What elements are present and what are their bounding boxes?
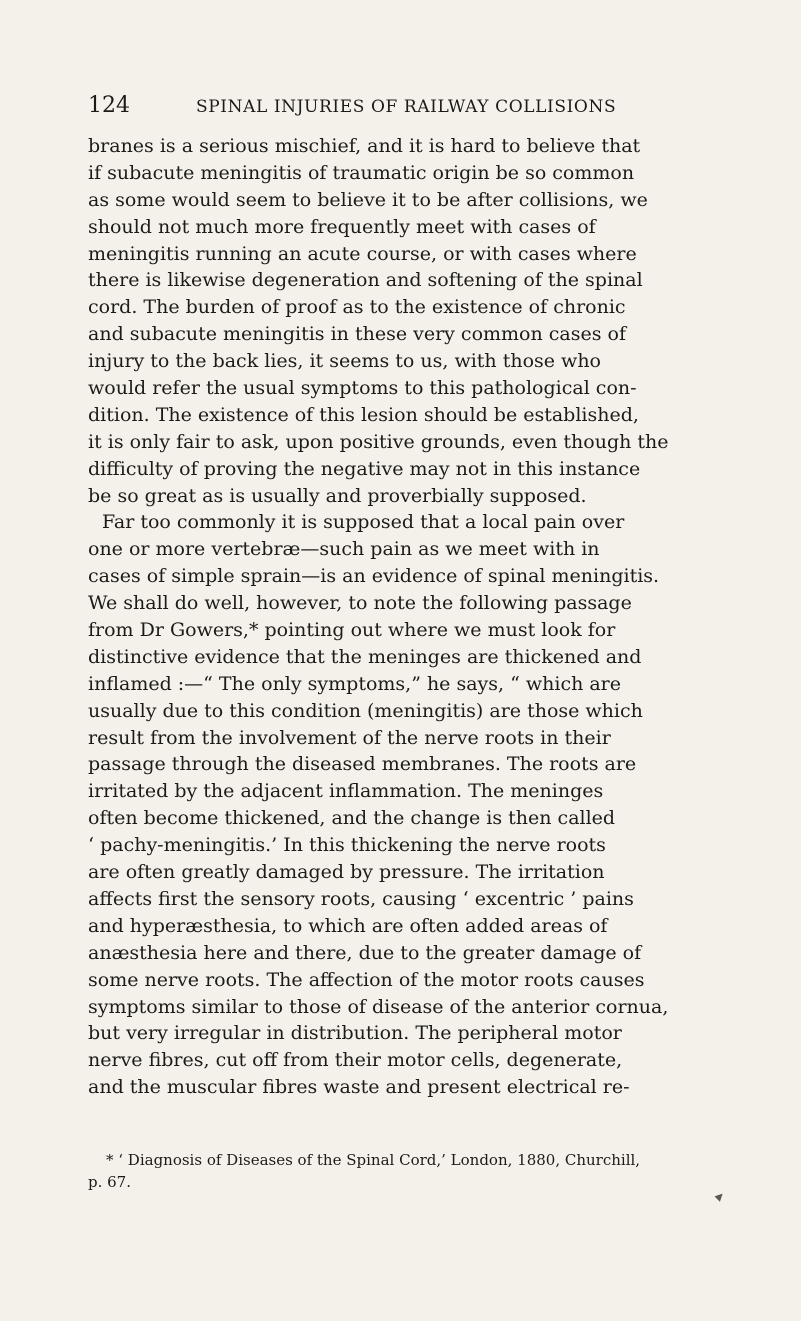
page-number: 124 bbox=[88, 93, 130, 118]
text-line: would refer the usual symptoms to this pathological con- bbox=[88, 377, 637, 400]
text-line: passage through the diseased membranes. The roots are bbox=[88, 753, 637, 776]
text-line: affects first the sensory roots, causing ‘ excentric ’ pains bbox=[88, 887, 634, 910]
text-line: if subacute meningitis of traumatic origin be so common bbox=[88, 161, 635, 184]
text-line: one or more vertebræ—such pain as we meet with in bbox=[88, 538, 600, 561]
text-line: be so great as is usually and proverbially supposed. bbox=[88, 484, 587, 507]
text-line: dition. The existence of this lesion should be established, bbox=[88, 403, 639, 426]
text-line: cord. The burden of proof as to the existence of chronic bbox=[88, 296, 626, 319]
text-line: difficulty of proving the negative may not in this instance bbox=[88, 457, 641, 480]
text-line: as some would seem to believe it to be after collisions, we bbox=[88, 188, 648, 211]
text-line: result from the involvement of the nerve roots in their bbox=[88, 726, 611, 749]
text-line: some nerve roots. The affection of the motor roots causes bbox=[88, 968, 645, 991]
text-line: irritated by the adjacent inflammation. The meninges bbox=[88, 780, 604, 803]
text-line: but very irregular in distribution. The peripheral motor bbox=[88, 1022, 622, 1045]
printer-mark-icon: ▲ bbox=[713, 1189, 727, 1204]
text-line: cases of simple sprain—is an evidence of spinal meningitis. bbox=[88, 565, 660, 588]
text-line: inflamed :—“ The only symptoms,” he says, “ which are bbox=[88, 672, 622, 695]
text-line: distinctive evidence that the meninges are thickened and bbox=[88, 645, 642, 668]
body-text bbox=[88, 133, 738, 1143]
text-line: We shall do well, however, to note the following passage bbox=[88, 592, 632, 615]
text-line: and subacute meningitis in these very common cases of bbox=[88, 323, 626, 346]
text-line: meningitis running an acute course, or with cases where bbox=[88, 242, 637, 265]
text-line: anæsthesia here and there, due to the greater damage of bbox=[88, 941, 642, 964]
text-line: are often greatly damaged by pressure. The irritation bbox=[88, 861, 605, 884]
page-header bbox=[88, 92, 738, 122]
running-title: SPINAL INJURIES OF RAILWAY COLLISIONS bbox=[196, 97, 617, 117]
text-line: ‘ pachy-meningitis.’ In this thickening the nerve roots bbox=[88, 834, 606, 857]
text-line: and hyperæsthesia, to which are often added areas of bbox=[88, 914, 608, 937]
text-line: from Dr Gowers,* pointing out where we must look for bbox=[88, 619, 616, 642]
text-line: injury to the back lies, it seems to us, with those who bbox=[88, 350, 601, 373]
text-line: symptoms similar to those of disease of the anterior cornua, bbox=[88, 995, 669, 1018]
text-line: nerve fibres, cut off from their motor cells, degenerate, bbox=[88, 1049, 623, 1072]
footnote-line: p. 67. bbox=[88, 1173, 131, 1191]
footnote-line: * ‘ Diagnosis of Diseases of the Spinal Cord,’ London, 1880, Churchill, bbox=[106, 1151, 641, 1169]
text-line: should not much more frequently meet with cases of bbox=[88, 215, 596, 238]
paragraph-first-line: Far too commonly it is supposed that a local pain over bbox=[102, 511, 625, 534]
text-line: usually due to this condition (meningitis) are those which bbox=[88, 699, 643, 722]
footnote bbox=[88, 1149, 738, 1193]
text-line: branes is a serious mischief, and it is hard to believe that bbox=[88, 135, 641, 157]
text-line: and the muscular fibres waste and present electrical re- bbox=[88, 1076, 630, 1099]
text-line: often become thickened, and the change is then called bbox=[88, 807, 616, 830]
text-line: it is only fair to ask, upon positive grounds, even though the bbox=[88, 430, 669, 453]
text-line: there is likewise degeneration and softening of the spinal bbox=[88, 269, 643, 292]
